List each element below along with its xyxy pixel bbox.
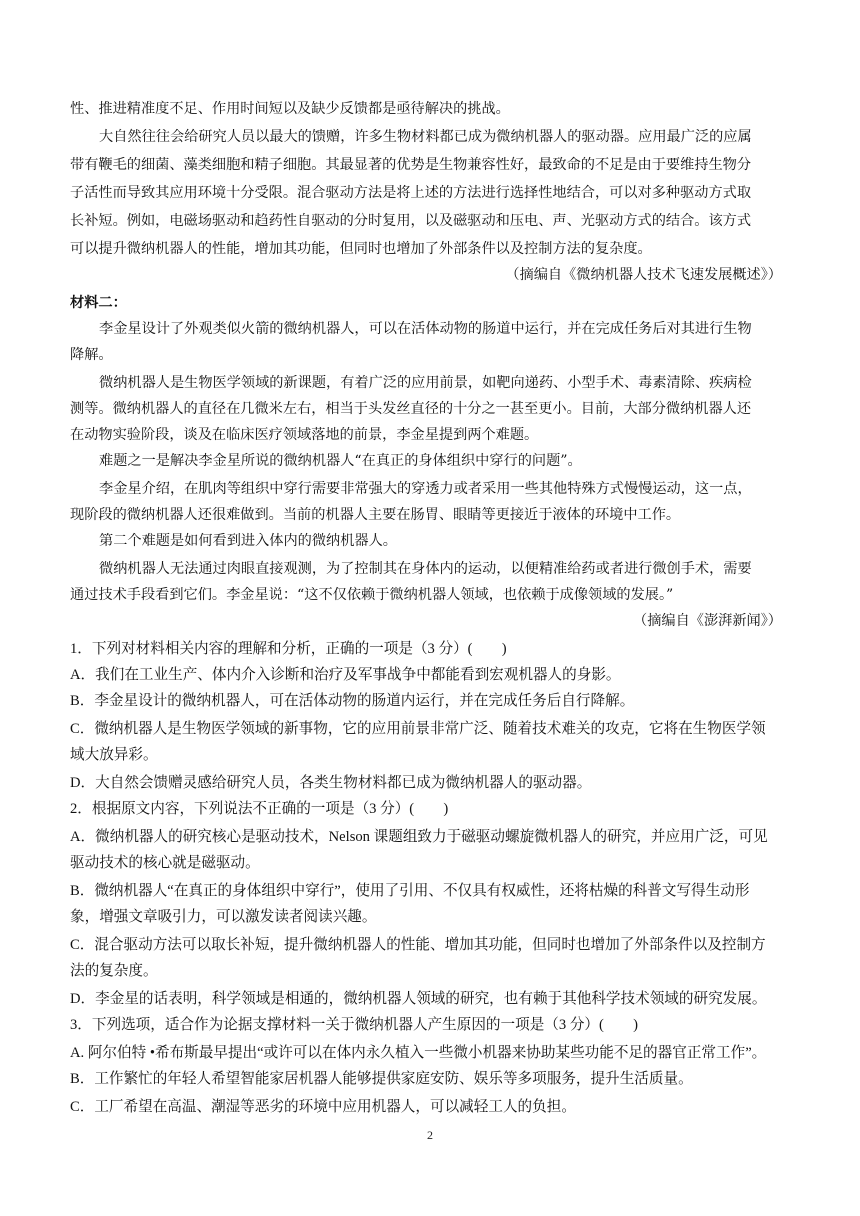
question-stem-2: 2．根据原文内容，下列说法不正确的一项是（3 分）( ) (70, 801, 449, 817)
option-3a[interactable]: A. 阿尔伯特 •希布斯最早提出“或许可以在体内永久植入一些微小机器来协助某些功能不足的器官正常工作”。 (70, 1045, 767, 1061)
option-2b-cont: 象，增强文章吸引力，可以激发读者阅读兴趣。 (70, 909, 377, 925)
paragraph-line: 难题之一是解决李金星所说的微纳机器人“在真正的身体组织中穿行的问题”。 (99, 453, 582, 469)
paragraph-line: 第二个难题是如何看到进入体内的微纳机器人。 (99, 533, 397, 549)
paragraph-line: 可以提升微纳机器人的性能，增加其功能，但同时也增加了外部条件以及控制方法的复杂度。 (70, 241, 652, 257)
paragraph-line: 通过技术手段看到它们。李金星说：“这不仅依赖于微纳机器人领域，也依赖于成像领域的发展。” (70, 587, 674, 603)
option-1d[interactable]: D．大自然会馈赠灵感给研究人员，各类生物材料都已成为微纳机器人的驱动器。 (70, 775, 592, 791)
paragraph-line: 降解。 (70, 347, 113, 363)
paragraph-line: 微纳机器人是生物医学领域的新课题，有着广泛的应用前景，如靶向递药、小型手术、毒素清除、疾病检 (99, 375, 752, 391)
paragraph-line: 大自然往往会给研究人员以最大的馈赠，许多生物材料都已成为微纳机器人的驱动器。应用最广泛的应属 (99, 129, 752, 145)
option-3b[interactable]: B．工作繁忙的年轻人希望智能家居机器人能够提供家庭安防、娱乐等多项服务，提升生活质量。 (70, 1071, 693, 1087)
option-2d[interactable]: D．李金星的话表明，科学领域是相通的，微纳机器人领域的研究，也有赖于其他科学技术领域的研究发展。 (70, 991, 767, 1007)
option-1a[interactable]: A．我们在工业生产、体内介入诊断和治疗及军事战争中都能看到宏观机器人的身影。 (70, 667, 621, 683)
option-2a[interactable]: A．微纳机器人的研究核心是驱动技术，Nelson 课题组致力于磁驱动螺旋微机器人的研究，并应用广泛，可见 (70, 829, 768, 845)
section-heading: 材料二： (70, 295, 127, 311)
option-1b[interactable]: B．李金星设计的微纳机器人，可在活体动物的肠道内运行，并在完成任务后自行降解。 (70, 693, 635, 709)
option-1c-cont: 域大放异彩。 (70, 747, 158, 763)
option-2b[interactable]: B．微纳机器人“在真正的身体组织中穿行”，使用了引用、不仅具有权威性，还将枯燥的科普文写得生动形 (70, 883, 750, 899)
source-citation: （摘编自《微纳机器人技术飞速发展概述》） (505, 267, 782, 283)
option-3c[interactable]: C．工厂希望在高温、潮湿等恶劣的环境中应用机器人，可以减轻工人的负担。 (70, 1099, 576, 1115)
paragraph-line: 子活性而导致其应用环境十分受限。混合驱动方法是将上述的方法进行选择性地结合，可以对多种驱动方式取 (70, 185, 752, 201)
page-number: 2 (427, 1128, 433, 1142)
option-2c-cont: 法的复杂度。 (70, 963, 158, 979)
option-2a-cont: 驱动技术的核心就是磁驱动。 (70, 855, 260, 871)
paragraph-line: 李金星介绍，在肌肉等组织中穿行需要非常强大的穿透力或者采用一些其他特殊方式慢慢运动，这一点， (99, 481, 752, 497)
source-citation: （摘编自《澎湃新闻》） (633, 613, 782, 629)
paragraph-line: 测等。微纳机器人的直径在几微米左右，相当于头发丝直径的十分之一甚至更小。目前，大部分微纳机器人还 (70, 401, 752, 417)
paragraph-line: 现阶段的微纳机器人还很难做到。当前的机器人主要在肠胃、眼睛等更接近于液体的环境中工作。 (70, 507, 681, 523)
option-2c[interactable]: C．混合驱动方法可以取长补短，提升微纳机器人的性能、增加其功能，但同时也增加了外部条件以及控制方 (70, 937, 766, 953)
paragraph-line: 长补短。例如，电磁场驱动和趋药性自驱动的分时复用，以及磁驱动和压电、声、光驱动方式的结合。该方式 (70, 213, 752, 229)
option-1c[interactable]: C．微纳机器人是生物医学领域的新事物，它的应用前景非常广泛、随着技术难关的攻克，它将在生物医学领 (70, 721, 766, 737)
paragraph-line: 在动物实验阶段，谈及在临床医疗领域落地的前景，李金星提到两个难题。 (70, 427, 539, 443)
paragraph-line: 微纳机器人无法通过肉眼直接观测，为了控制其在身体内的运动，以便精准给药或者进行微创手术，需要 (99, 561, 752, 577)
paragraph-line: 李金星设计了外观类似火箭的微纳机器人，可以在活体动物的肠道中运行，并在完成任务后对其进行生物 (99, 321, 752, 337)
paragraph-line: 带有鞭毛的细菌、藻类细胞和精子细胞。其最显著的优势是生物兼容性好，最致命的不足是由于要维持生物分 (70, 157, 752, 173)
question-stem-1: 1．下列对材料相关内容的理解和分析，正确的一项是（3 分）( ) (70, 641, 507, 657)
paragraph-line: 性、推进精准度不足、作用时间短以及缺少反馈都是亟待解决的挑战。 (70, 101, 510, 117)
question-stem-3: 3．下列选项，适合作为论据支撑材料一关于微纳机器人产生原因的一项是（3 分）( ) (70, 1017, 638, 1033)
